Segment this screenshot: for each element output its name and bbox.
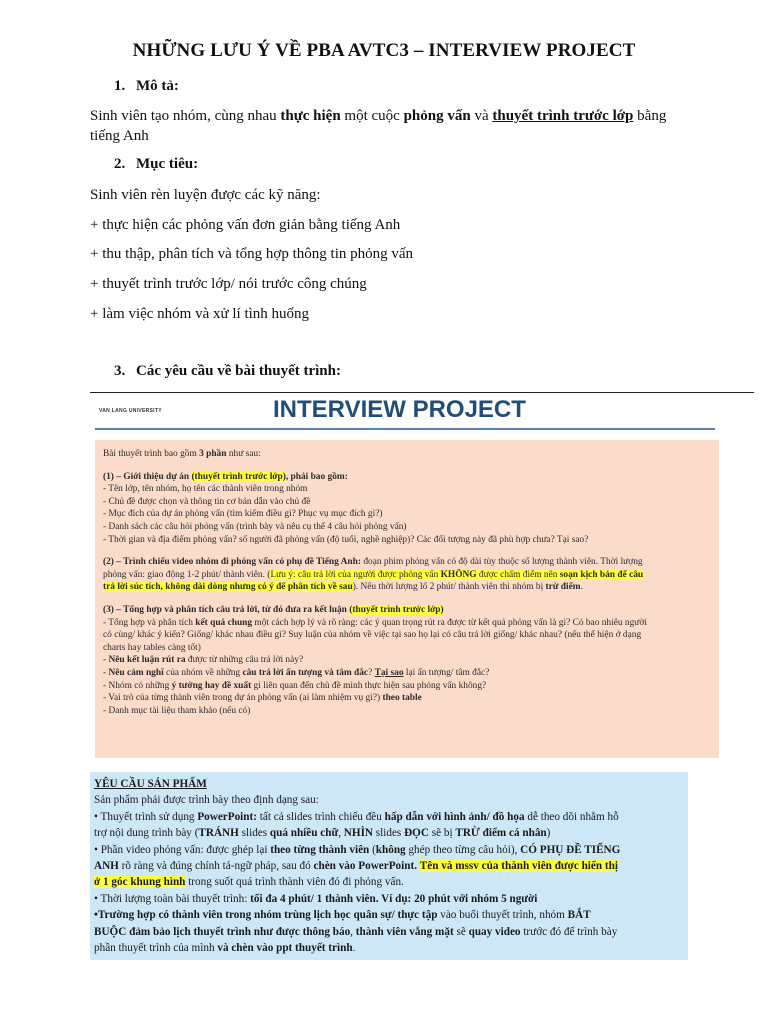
part-3-item: - Nhóm có những ý tưởng hay đề xuất gì liên quan đến chủ đề mình thực hiện sau phỏng vấn không?: [103, 680, 487, 691]
slide-divider: [95, 428, 715, 430]
requirement-line: phần thuyết trình của mình và chèn vào ppt thuyết trình.: [94, 942, 356, 955]
parts-intro: Bài thuyết trình bao gồm 3 phần như sau:: [103, 449, 261, 459]
goal-item: + thuyết trình trước lớp/ nói trước công chúng: [90, 276, 367, 292]
requirement-line: ANH rõ ràng và đúng chính tả-ngữ pháp, sau đó chèn vào PowerPoint. Tên và mssv của thành viên được hiển thị: [94, 860, 618, 873]
description-paragraph: Sinh viên tạo nhóm, cùng nhau thực hiện một cuộc phỏng vấn và thuyết trình trước lớp bằng tiếng Anh: [90, 108, 667, 144]
part-1-item: - Mục đích của dự án phỏng vấn (tìm kiếm điều gì? Phục vụ mục đích gì?): [103, 509, 383, 520]
part-3-item: có cùng/ khác ý kiến? Giống/ khác nhau điều gì? Suy luận của nhóm về việc tại sao họ lại có câu trả lời giống/ khác nhau? (nếu thể hiện ở dạng: [103, 630, 642, 641]
section-heading-description: 1. Mô tả:: [114, 78, 179, 94]
part-1-item: - Thời gian và địa điểm phỏng vấn? số người đã phỏng vấn (độ tuổi, nghề nghiệp)? Các đối tượng này đã phù hợp chưa? Tại sao?: [103, 534, 589, 545]
part-2-line: (2) – Trình chiếu video nhóm đi phỏng vấn có phụ đề Tiếng Anh: đoạn phim phỏng vấn có độ dài tùy thuộc số lượng thành viên. Thời lượng: [103, 557, 643, 568]
product-requirements-box: [90, 772, 688, 960]
part-3-heading: (3) – Tổng hợp và phân tích câu trả lời, từ đó đưa ra kết luận (thuyết trình trước lớp): [103, 604, 444, 615]
requirement-line: • Phần video phỏng vấn: được ghép lại theo từng thành viên (không ghép theo từng câu hỏi), CÓ PHỤ ĐỀ TIẾNG: [94, 843, 621, 856]
part-3-item: - Vai trò của từng thành viên trong dự án phỏng vấn (ai làm nhiệm vụ gì?) theo table: [103, 693, 422, 704]
part-2-line: trả lời súc tích, không dài dòng nhưng có ý để phân tích về sau). Nếu thời lượng lố 2 phút/ thành viên thì nhóm bị trừ điểm.: [103, 582, 583, 593]
requirement-line: • Thời lượng toàn bài thuyết trình: tối đa 4 phút/ 1 thành viên. Ví dụ: 20 phút với nhóm 5 người: [94, 892, 538, 905]
university-logo-text: VAN LANG UNIVERSITY: [99, 408, 162, 414]
requirement-line: BUỘC đảm bảo lịch thuyết trình như được thông báo, thành viên vắng mặt sẽ quay video trước đó để trình bày: [94, 925, 618, 938]
requirement-line: trợ nội dung trình bày (TRÁNH slides quá nhiều chữ, NHÌN slides ĐỌC sẽ bị TRỪ điểm cá nhân): [94, 827, 551, 840]
divider: [90, 392, 754, 393]
requirement-line: • Thuyết trình sử dụng PowerPoint: tất cả slides trình chiếu đều hấp dẫn với hình ảnh/ đồ họa dễ theo dõi nhằm hỗ: [94, 810, 619, 823]
part-3-item: - Nêu cảm nghĩ của nhóm về những câu trả lời ấn tượng và tâm đắc? Tại sao lại ấn tượng/ tâm đắc?: [103, 667, 490, 678]
requirements-heading: YÊU CẦU SẢN PHẨM: [94, 778, 207, 790]
requirement-line: •Trường hợp có thành viên trong nhóm trùng lịch học quân sự/ thực tập vào buổi thuyết trình, nhóm BẮT: [94, 909, 591, 922]
part-1-item: - Danh sách các câu hỏi phỏng vấn (trình bày và nêu cụ thể 4 câu hỏi phỏng vấn): [103, 521, 407, 532]
section-heading-goals: 2. Mục tiêu:: [114, 156, 199, 172]
part-2-line: phỏng vấn: giao động 1-2 phút/ thành viên. (Lưu ý: câu trả lời của người được phỏng vấn KHÔNG được chấm điểm nên soạn kịch bản để câu: [103, 569, 644, 580]
goal-item: + thực hiện các phỏng vấn đơn giản bằng tiếng Anh: [90, 217, 401, 233]
presentation-parts-box: [95, 440, 719, 758]
goal-item: + thu thập, phân tích và tổng hợp thông tin phỏng vấn: [90, 246, 414, 262]
slide-image: [95, 396, 719, 758]
slide-title: INTERVIEW PROJECT: [273, 396, 526, 423]
part-1-heading: (1) – Giới thiệu dự án (thuyết trình trước lớp), phải bao gồm:: [103, 471, 348, 482]
page-title: NHỮNG LƯU Ý VỀ PBA AVTC3 – INTERVIEW PROJECT: [132, 40, 636, 61]
section-heading-requirements: 3. Các yêu cầu về bài thuyết trình:: [114, 363, 341, 379]
goals-intro: Sinh viên rèn luyện được các kỹ năng:: [90, 187, 321, 203]
part-3-item: - Danh mục tài liệu tham khảo (nếu có): [103, 705, 251, 716]
requirement-line: ở 1 góc khung hình trong suốt quá trình thành viên đó đi phỏng vấn.: [94, 876, 404, 889]
part-1-item: - Tên lớp, tên nhóm, họ tên các thành viên trong nhóm: [103, 484, 308, 495]
part-3-item: - Tổng hợp và phân tích kết quả chung một cách hợp lý và rõ ràng: các ý quan trọng rút ra được từ kết quả phỏng vấn là gì? Có bao nhiêu người: [103, 617, 647, 628]
requirements-intro: Sản phẩm phải được trình bày theo định dạng sau:: [94, 794, 319, 807]
part-3-item: - Nêu kết luận rút ra được từ những câu trả lời này?: [103, 655, 304, 666]
part-1-item: - Chủ đề được chọn và thông tin cơ bản dẫn vào chủ đề: [103, 496, 311, 507]
part-3-item: charts hay tables càng tốt): [103, 642, 201, 653]
goal-item: + làm việc nhóm và xử lí tình huống: [90, 306, 310, 322]
